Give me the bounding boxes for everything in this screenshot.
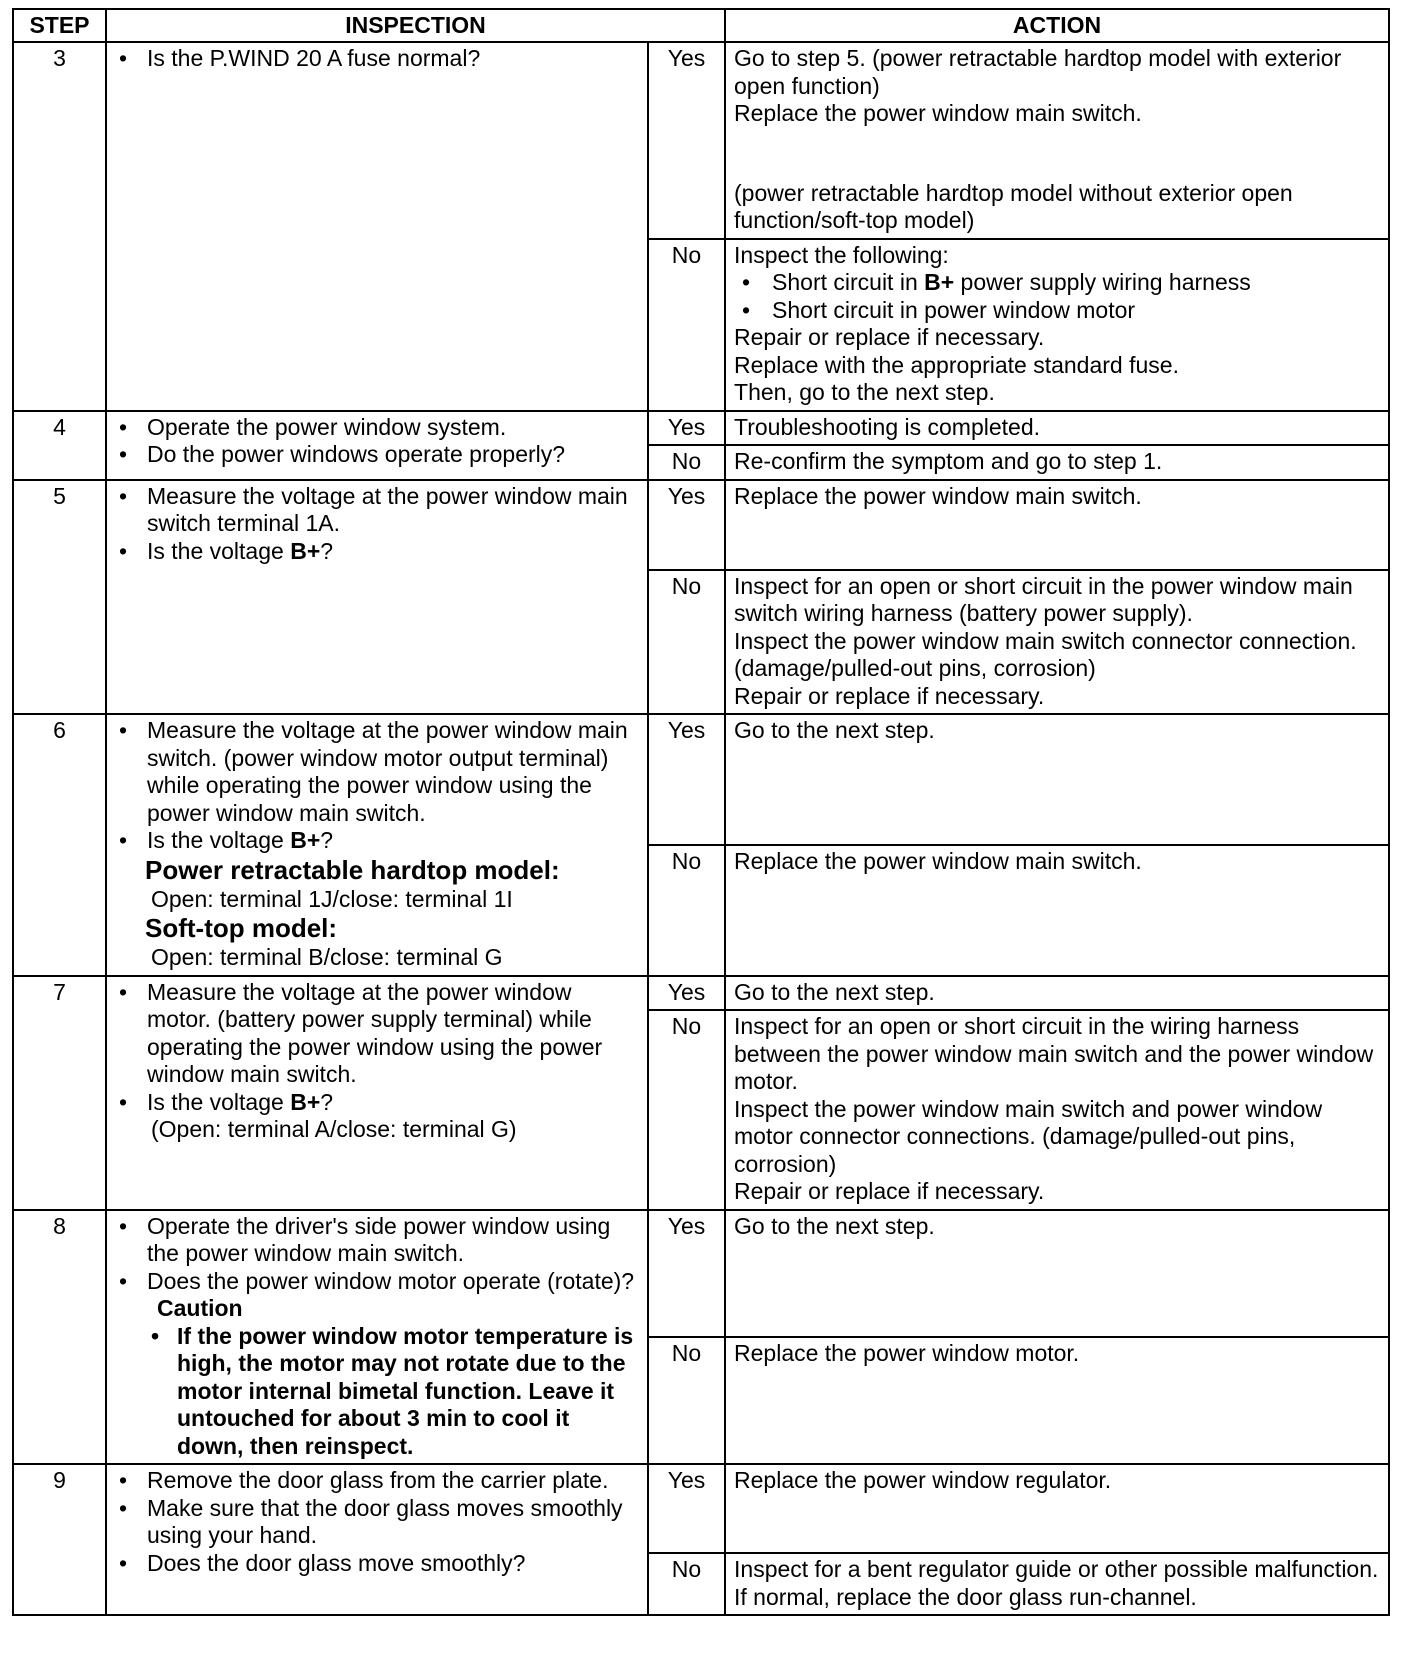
terminal-spec: Open: terminal B/close: terminal G [151,944,503,970]
step-number: 4 [13,411,106,480]
yes-label: Yes [648,42,725,239]
inspection-item: • Is the P.WIND 20 A fuse normal? [147,45,639,73]
no-label: No [648,845,725,976]
terminal-spec: (Open: terminal A/close: terminal G) [151,1116,517,1142]
step-number: 9 [13,1464,106,1615]
inspection-item: • Operate the driver's side power window using the power window main switch. [147,1213,639,1268]
action-line: Inspect the power window main switch connector connection. (damage/pulled-out pins, corrosion) [734,627,1357,681]
step-5-inspection [106,480,648,715]
header-action: ACTION [725,9,1389,42]
step-8-inspection [106,1210,648,1465]
step-7-inspection [106,976,648,1210]
header-inspection: INSPECTION [106,9,725,42]
step-3-yes-row [13,42,1389,239]
inspection-item: • Measure the voltage at the power window main switch. (power window motor output terminal) while operating the power window using the power window main switch. [147,717,639,827]
inspection-item: • Does the door glass move smoothly? [147,1550,639,1578]
action-line: Replace with the appropriate standard fuse. [734,351,1179,378]
inspection-item: • Make sure that the door glass moves smoothly using your hand. [147,1495,639,1550]
step-7-yes-row [13,976,1389,1011]
step-5-yes-row [13,480,1389,570]
step-6-no-action: Replace the power window main switch. [725,845,1389,976]
action-line: Repair or replace if necessary. [734,324,1045,350]
yes-label: Yes [648,714,725,845]
step-4-yes-action: Troubleshooting is completed. [725,411,1389,446]
yes-label: Yes [648,1210,725,1337]
action-bullet: • Short circuit in B+ power supply wiring harness [772,269,1380,297]
action-line: Inspect the power window main switch and power window motor connector connections. (damage/pulled-out pins, corrosion) [734,1095,1323,1177]
step-4-yes-row [13,411,1389,446]
step-8-no-action: Replace the power window motor. [725,1337,1389,1464]
yes-label: Yes [648,976,725,1011]
terminal-spec: Open: terminal 1J/close: terminal 1I [151,885,513,912]
inspection-item: • Measure the voltage at the power window main switch terminal 1A. [147,483,639,538]
step-number: 6 [13,714,106,976]
troubleshooting-table [12,8,1390,1616]
step-3-no-action [725,239,1389,411]
inspection-item: • Does the power window motor operate (rotate)? [147,1268,639,1296]
header-step: STEP [13,9,106,42]
inspection-item: • Operate the power window system. [147,414,639,442]
step-5-yes-action: Replace the power window main switch. [725,480,1389,570]
caution-heading: Caution [157,1295,243,1321]
step-7-no-action [725,1010,1389,1210]
action-line: Inspect the following: [734,241,949,268]
no-label: No [648,445,725,480]
action-line: Repair or replace if necessary. [734,682,1045,709]
action-line: Then, go to the next step. [734,379,995,405]
step-9-yes-action: Replace the power window regulator. [725,1464,1389,1553]
no-label: No [648,570,725,715]
step-3-inspection [106,42,648,411]
action-line: Replace the power window main switch. [734,100,1142,126]
action-line: Repair or replace if necessary. [734,1178,1045,1204]
action-line: Inspect for an open or short circuit in the power window main switch wiring harness (battery power supply). [734,572,1353,626]
step-6-inspection [106,714,648,976]
model-heading: Soft-top model: [145,913,338,943]
inspection-item: • Is the voltage B+? [147,538,639,566]
action-line: Inspect for an open or short circuit in the wiring harness between the power window main switch and the power window motor. [734,1013,1374,1094]
step-8-yes-action: Go to the next step. [725,1210,1389,1337]
no-label: No [648,1553,725,1615]
action-line: (power retractable hardtop model without exterior open function/soft-top model) [734,179,1293,233]
step-9-inspection [106,1464,648,1615]
no-label: No [648,1337,725,1464]
step-number: 8 [13,1210,106,1465]
step-4-no-action: Re-confirm the symptom and go to step 1. [725,445,1389,480]
action-bullet: • Short circuit in power window motor [772,297,1380,325]
no-label: No [648,1010,725,1210]
header-row [13,9,1389,42]
step-number: 7 [13,976,106,1210]
caution-text: • If the power window motor temperature is high, the motor may not rotate due to the motor internal bimetal function. Leave it untouched for about 3 min to cool it down, then reinspect. [177,1323,639,1461]
inspection-item: • Measure the voltage at the power window motor. (battery power supply terminal) while operating the power window using the power window main switch. [147,979,639,1089]
step-5-no-action [725,570,1389,715]
model-heading: Power retractable hardtop model: [145,854,560,885]
action-line: Go to step 5. (power retractable hardtop model with exterior open function) [734,45,1342,99]
inspection-item: • Is the voltage B+? [147,827,639,855]
no-label: No [648,239,725,411]
step-4-inspection [106,411,648,480]
inspection-item: • Do the power windows operate properly? [147,441,639,469]
inspection-item: • Is the voltage B+? [147,1089,639,1117]
step-3-yes-action [725,42,1389,239]
inspection-item: • Remove the door glass from the carrier plate. [147,1467,639,1495]
step-9-no-action: Inspect for a bent regulator guide or other possible malfunction. If normal, replace the door glass run-channel. [725,1553,1389,1615]
yes-label: Yes [648,411,725,446]
step-7-yes-action: Go to the next step. [725,976,1389,1011]
step-8-yes-row [13,1210,1389,1337]
step-number: 5 [13,480,106,715]
step-number: 3 [13,42,106,411]
yes-label: Yes [648,1464,725,1553]
yes-label: Yes [648,480,725,570]
step-9-yes-row [13,1464,1389,1553]
step-6-yes-action: Go to the next step. [725,714,1389,845]
step-6-yes-row [13,714,1389,845]
